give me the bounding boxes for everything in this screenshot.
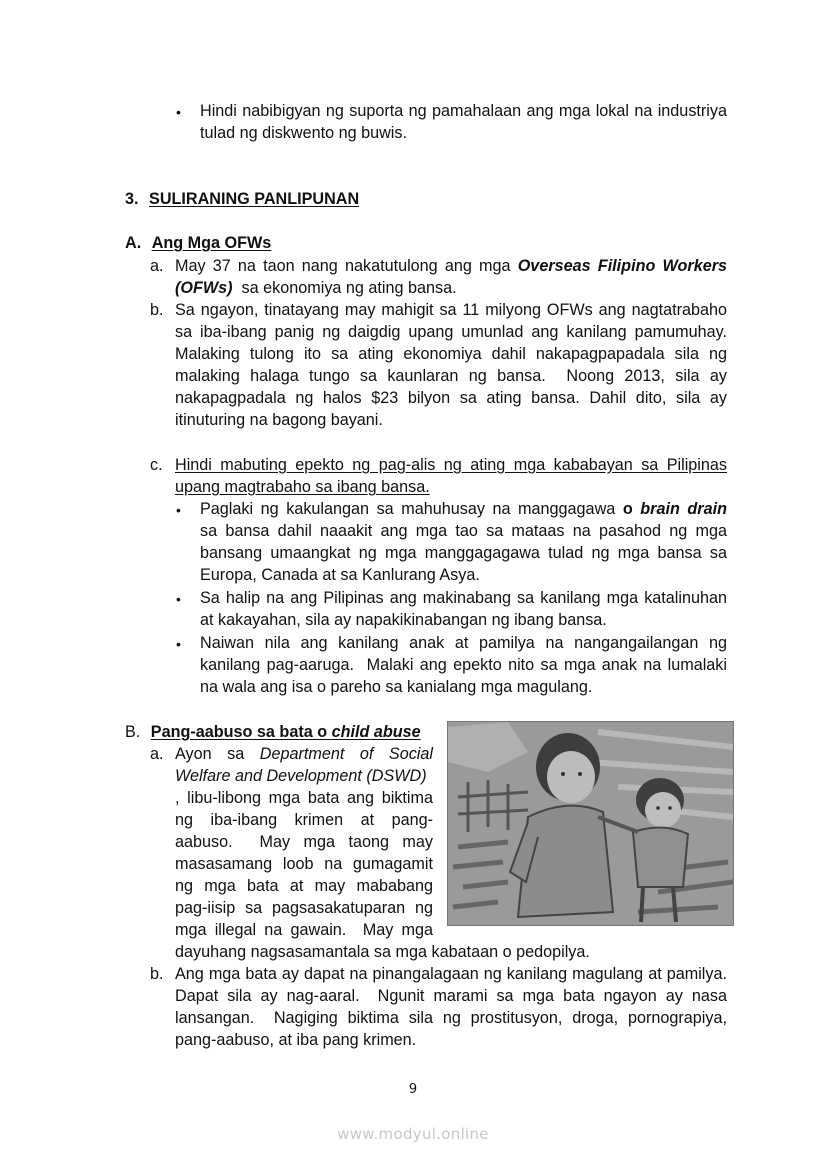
subsection-letter: A. [125,234,142,252]
subsection-heading [125,721,421,743]
paragraph-line: kanilang pag-aaruga. Malaki ang epekto nito sa mga anak na lumalaki [200,656,727,674]
paragraph-line: ng mga bata at may mababang [175,877,433,895]
paragraph-line: at kakayahan, sila ay napakikinabangan ng ibang bansa. [200,611,607,629]
paragraph-line: sa bansa dahil naaakit ang mga tao sa mataas na pasahod ng mga [200,522,727,540]
emphasis-text: Overseas Filipino Workers [517,257,727,275]
list-label: c. [150,456,163,474]
bullet-icon: • [176,636,181,652]
watermark: www.modyul.online [337,1125,489,1143]
paragraph-line: Naiwan nila ang kanilang anak at pamilya na nangangailangan ng [200,634,727,652]
list-label: a. [150,257,164,275]
subsection-letter: B. [125,723,141,741]
paragraph-line: Hindi nabibigyan ng suporta ng pamahalaan ang mga lokal na industriya [200,102,727,120]
paragraph-line: dayuhang nagsasamantala sa mga kabataan o pedopilya. [175,943,590,961]
paragraph-line: pang-aabuso, at iba pang krimen. [175,1031,417,1049]
paragraph-line: Sa ngayon, tinatayang may mahigit sa 11 milyong OFWs ang nagtatrabaho [175,301,727,319]
paragraph-line: nakapagpadala ng halos $23 bilyon sa ating bansa. Dahil dito, sila ay [175,389,727,407]
paragraph-line: Europa, Canada at sa Kanlurang Asya. [200,566,480,584]
paragraph-line: Dapat sila ay nag-aaral. Ngunit marami sa mga bata ngayon ay nasa [175,987,727,1005]
paragraph-line: aabuso. May mga taong may [175,833,433,851]
paragraph-line: ng iba-ibang krimen at pang- [175,811,433,829]
paragraph-line: bansang umaangkat ng mga manggagagawa tulad ng mga bansa sa [200,544,727,562]
paragraph-line: mga illegal na gawain. May mga [175,921,433,939]
list-label: b. [150,301,164,319]
subsection-title: Ang Mga OFWs [151,234,272,252]
subsection-title [151,723,421,741]
paragraph-line: sa iba-ibang panig ng daigdig upang umunlad ang kanilang pamumuhay. [175,323,727,341]
paragraph-line [175,743,433,765]
list-label: a. [150,745,164,763]
text-run: sa ekonomiya ng ating bansa. [232,279,457,297]
text-run: Pang-aabuso sa bata o [150,723,332,741]
section-title: SULIRANING PANLIPUNAN [149,190,360,208]
paragraph-line: , libu-libong mga bata ang biktima [175,789,433,807]
paragraph-line [175,255,727,277]
paragraph-line: tulad ng diskwento ng buwis. [200,124,407,142]
bullet-icon: • [176,591,181,607]
subheading-line: upang magtrabaho sa ibang bansa. [175,478,430,496]
list-label: b. [150,965,164,983]
subsection-heading [125,232,271,254]
text-run: May 37 na taon nang nakatutulong ang mga [175,257,518,275]
paragraph-line: Welfare and Development (DSWD) [175,767,427,785]
paragraph-line: lansangan. Nagiging biktima sila ng prostitusyon, droga, pornograpiya, [175,1009,727,1027]
subheading-line: Hindi mabuting epekto ng pag-alis ng ating mga kababayan sa Pilipinas [175,456,727,474]
emphasis-text: o [622,500,641,518]
bullet-icon: • [176,502,181,518]
paragraph-line: masasamang loob na gumagamit [175,855,433,873]
bullet-icon: • [176,104,181,120]
paragraph-line: Sa halip na ang Pilipinas ang makinabang sa kanilang mga katalinuhan [200,589,727,607]
paragraph-line: Malaking tulong ito sa ating ekonomiya dahil nakapagpapadala sila ng [175,345,727,363]
emphasis-text: brain drain [640,500,727,518]
emphasis-text: child abuse [331,723,421,741]
children-illustration [447,721,734,926]
paragraph-line: pag-iisip sa pagsasakatuparan ng [175,899,433,917]
text-run: Ayon sa [175,745,260,763]
emphasis-text: Department of Social [259,745,433,763]
section-heading [125,188,359,210]
paragraph-line [200,498,727,520]
emphasis-text: (OFWs) [175,279,233,297]
text-run: Paglaki ng kakulangan sa mahuhusay na manggagawa [200,500,623,518]
section-number: 3. [125,190,139,208]
children-drawing-icon [448,722,733,925]
paragraph-line: itinuturing na bagong bayani. [175,411,383,429]
paragraph-line: na wala ang isa o pareho sa kanialang mga magulang. [200,678,593,696]
paragraph-line [175,277,457,299]
paragraph-line: Ang mga bata ay dapat na pinangalagaan ng kanilang magulang at pamilya. [175,965,727,983]
page-number: 9 [408,1082,418,1097]
paragraph-line: malaking halaga tungo sa kaunlaran ng bansa. Noong 2013, sila ay [175,367,727,385]
